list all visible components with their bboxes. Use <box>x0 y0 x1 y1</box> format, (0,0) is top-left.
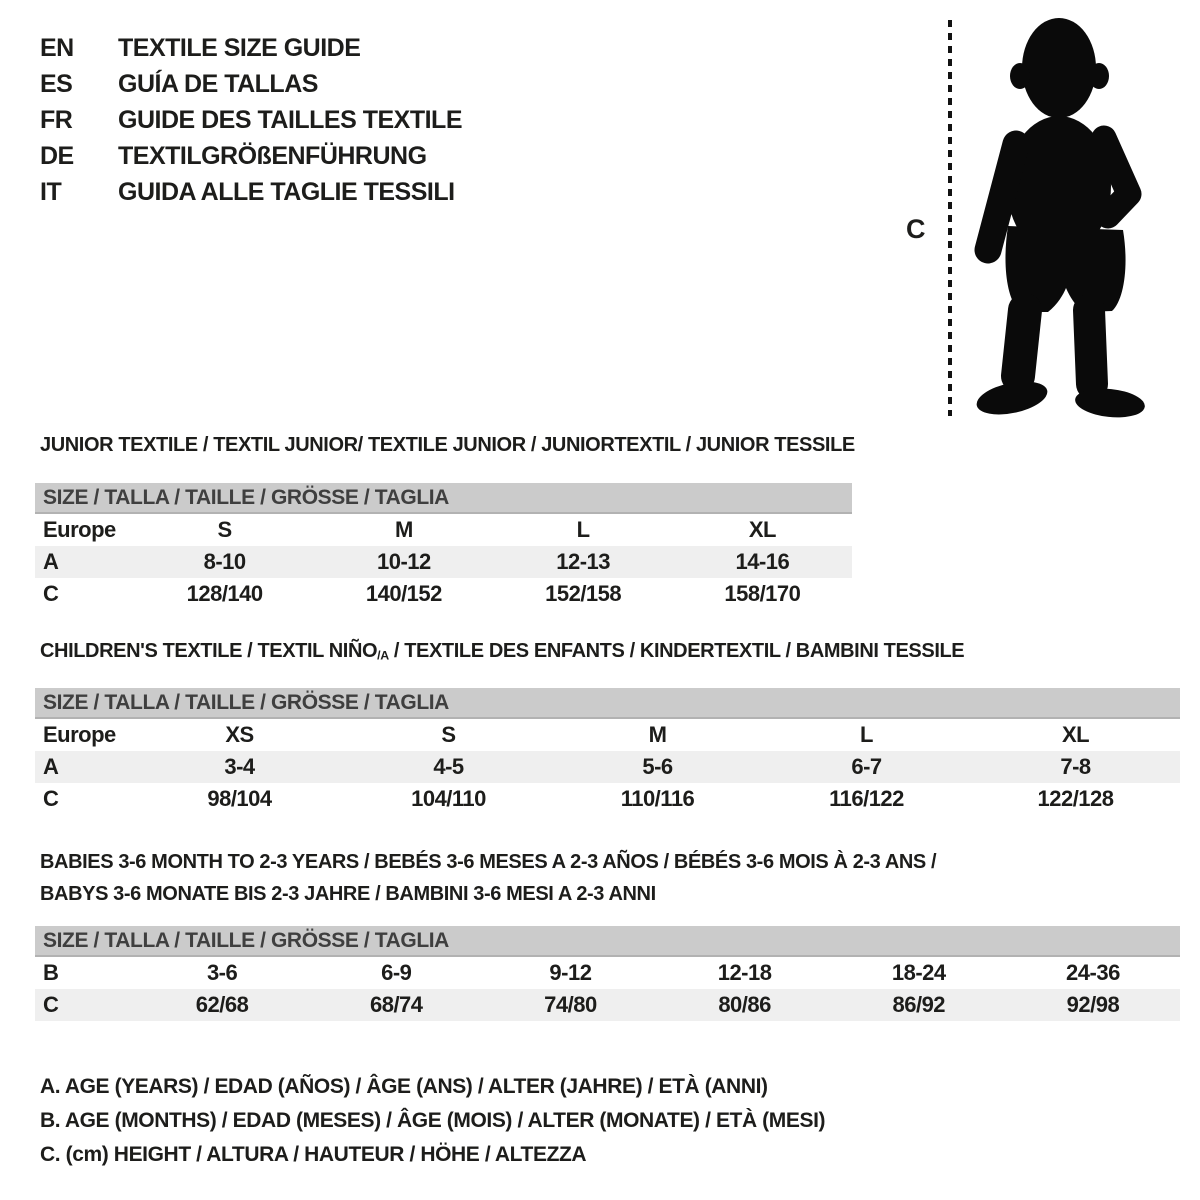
value-cell: 9-12 <box>549 960 592 985</box>
size-cell: XL <box>1061 722 1090 747</box>
value-cell: 24-36 <box>1066 960 1120 985</box>
babies-size-table <box>35 926 1180 1021</box>
language-title: GUIDA ALLE TAGLIE TESSILI <box>118 177 455 206</box>
value-cell: 152/158 <box>545 581 622 606</box>
babies-section-title-line1: BABIES 3-6 MONTH TO 2-3 YEARS / BEBÉS 3-6 MESES A 2-3 AÑOS / BÉBÉS 3-6 MOIS À 2-3 ANS / <box>40 851 937 873</box>
value-cell: 18-24 <box>891 960 946 985</box>
value-cell: 4-5 <box>433 754 464 779</box>
size-cell: XL <box>748 517 776 542</box>
value-cell: 62/68 <box>195 992 249 1017</box>
size-cell: S <box>441 722 456 747</box>
table-row-height <box>35 578 852 610</box>
value-cell: 68/74 <box>369 992 423 1017</box>
table-row-age <box>35 546 852 578</box>
language-code: FR <box>40 105 73 134</box>
row-label: Europe <box>43 722 116 747</box>
size-cell: S <box>217 517 232 542</box>
value-cell: 104/110 <box>411 786 486 811</box>
value-cell: 3-4 <box>224 754 255 779</box>
language-title: TEXTILGRÖßENFÜHRUNG <box>118 141 427 170</box>
row-label: B <box>43 960 59 985</box>
value-cell: 128/140 <box>186 581 263 606</box>
value-cell: 140/152 <box>365 581 442 606</box>
value-cell: 158/170 <box>724 581 801 606</box>
language-title: TEXTILE SIZE GUIDE <box>118 33 361 62</box>
value-cell: 110/116 <box>620 786 695 811</box>
language-title-list <box>40 30 462 210</box>
legend-line-c: C. (cm) HEIGHT / ALTURA / HAUTEUR / HÖHE / ALTEZZA <box>40 1143 587 1166</box>
language-code: EN <box>40 33 74 62</box>
legend-line-b: B. AGE (MONTHS) / EDAD (MESES) / ÂGE (MOIS) / ALTER (MONATE) / ETÀ (MESI) <box>40 1109 826 1132</box>
table-row-height <box>35 783 1180 815</box>
size-cell: M <box>648 722 667 747</box>
legend-line-a: A. AGE (YEARS) / EDAD (AÑOS) / ÂGE (ANS) / ALTER (JAHRE) / ETÀ (ANNI) <box>40 1075 768 1098</box>
children-title-suffix: / TEXTILE DES ENFANTS / KINDERTEXTIL / BAMBINI TESSILE <box>388 640 965 662</box>
table-row-europe <box>35 719 1180 751</box>
table-row-europe <box>35 514 852 546</box>
children-section-title <box>40 640 964 663</box>
language-row-it <box>40 174 462 210</box>
children-title-prefix: CHILDREN'S TEXTILE / TEXTIL NIÑO <box>40 640 378 662</box>
value-cell: 92/98 <box>1066 992 1120 1017</box>
language-title: GUÍA DE TALLAS <box>118 69 318 98</box>
value-cell: 86/92 <box>892 992 946 1017</box>
measurement-legend <box>40 1070 825 1172</box>
language-title: GUIDE DES TAILLES TEXTILE <box>118 105 463 134</box>
size-cell: L <box>860 722 873 747</box>
babies-section-title-line2: BABYS 3-6 MONATE BIS 2-3 JAHRE / BAMBINI 3-6 MESI A 2-3 ANNI <box>40 883 656 905</box>
row-label: C <box>43 992 59 1017</box>
children-size-table <box>35 688 1180 815</box>
table-row-height <box>35 989 1180 1021</box>
size-table-header: SIZE / TALLA / TAILLE / GRÖSSE / TAGLIA <box>35 483 852 514</box>
table-row-months <box>35 957 1180 989</box>
value-cell: 5-6 <box>642 754 673 779</box>
value-cell: 80/86 <box>718 992 771 1017</box>
language-row-de <box>40 138 462 174</box>
value-cell: 98/104 <box>207 786 272 811</box>
size-cell: M <box>394 517 413 542</box>
value-cell: 116/122 <box>829 786 904 811</box>
junior-section-title: JUNIOR TEXTILE / TEXTIL JUNIOR/ TEXTILE JUNIOR / JUNIORTEXTIL / JUNIOR TESSILE <box>40 434 855 456</box>
row-label: Europe <box>43 517 116 542</box>
value-cell: 14-16 <box>735 549 790 574</box>
value-cell: 8-10 <box>203 549 246 574</box>
value-cell: 10-12 <box>376 549 431 574</box>
value-cell: 3-6 <box>206 960 238 985</box>
row-label: A <box>43 549 59 574</box>
junior-size-table <box>35 483 852 610</box>
language-row-en <box>40 30 462 66</box>
row-label: A <box>43 754 59 779</box>
toddler-silhouette-icon <box>962 14 1147 419</box>
value-cell: 122/128 <box>1037 786 1114 811</box>
height-measure-label: C <box>906 214 926 244</box>
value-cell: 74/80 <box>544 992 597 1017</box>
language-row-es <box>40 66 462 102</box>
language-code: DE <box>40 141 74 170</box>
size-cell: L <box>576 517 590 542</box>
height-measure-dashed-line <box>948 20 952 416</box>
language-row-fr <box>40 102 462 138</box>
size-table-header: SIZE / TALLA / TAILLE / GRÖSSE / TAGLIA <box>35 688 1180 719</box>
row-label: C <box>43 581 59 606</box>
size-cell: XS <box>225 722 254 747</box>
size-table-header: SIZE / TALLA / TAILLE / GRÖSSE / TAGLIA <box>35 926 1180 957</box>
value-cell: 12-13 <box>556 549 611 574</box>
value-cell: 7-8 <box>1060 754 1091 779</box>
language-code: IT <box>40 177 62 206</box>
value-cell: 12-18 <box>717 960 772 985</box>
value-cell: 6-9 <box>381 960 412 985</box>
language-code: ES <box>40 69 73 98</box>
row-label: C <box>43 786 59 811</box>
table-row-age <box>35 751 1180 783</box>
children-title-subscript: /A <box>377 648 389 663</box>
value-cell: 6-7 <box>851 754 882 779</box>
